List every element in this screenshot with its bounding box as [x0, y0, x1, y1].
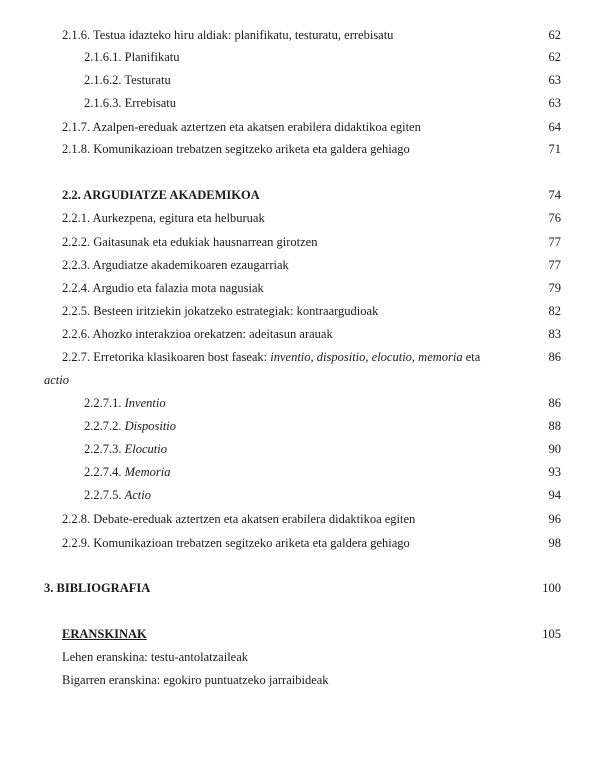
- toc-page-number: 86: [548, 350, 561, 364]
- toc-page-number: 71: [548, 142, 561, 156]
- toc-entry-eranskinak[interactable]: [0, 625, 600, 643]
- toc-label: [84, 486, 151, 504]
- toc-label: 2.1.6.3. Errebisatu: [84, 96, 176, 110]
- toc-label: 2.2.1. Aurkezpena, egitura eta helburuak: [62, 211, 265, 225]
- toc-subnumber: 2.2.7.2.: [84, 419, 122, 433]
- toc-page-number: 76: [548, 211, 561, 225]
- toc-page-number: 63: [548, 96, 561, 110]
- toc-label-prefix: 2.2.7. Erretorika klasikoaren bost faseak:: [62, 350, 271, 364]
- toc-page-number: 93: [548, 465, 561, 479]
- toc-label: 2.1.7. Azalpen-ereduak aztertzen eta akatsen erabilera didaktikoa egiten: [62, 120, 421, 134]
- toc-label: 2.2.5. Besteen iritziekin jokatzeko estrategiak: kontraargudioak: [62, 304, 379, 318]
- toc-subtitle: Memoria: [124, 465, 171, 479]
- toc-entry-2-2-3[interactable]: [0, 256, 600, 274]
- toc-page-number: 98: [548, 536, 561, 550]
- toc-subnumber: 2.2.7.5.: [84, 488, 122, 502]
- toc-label: 2.2.7. Erretorika klasikoaren bost faseak: inventio, dispositio, elocutio, memoria eta: [62, 350, 481, 364]
- toc-entry-2-2-1[interactable]: [0, 209, 600, 227]
- toc-label: 2.1.6. Testua idazteko hiru aldiak: planifikatu, testuratu, errebisatu: [62, 28, 394, 42]
- toc-subtitle: Inventio: [124, 396, 166, 410]
- toc-label: 2.1.8. Komunikazioan trebatzen segitzeko ariketa eta galdera gehiago: [62, 142, 410, 156]
- toc-subtitle: Actio: [124, 488, 152, 502]
- toc-label: 2.2.9. Komunikazioan trebatzen segitzeko ariketa eta galdera gehiago: [62, 536, 410, 550]
- toc-label: 2.2.8. Debate-ereduak aztertzen eta akatsen erabilera didaktikoa egiten: [62, 512, 416, 526]
- toc-page-number: 96: [548, 512, 561, 526]
- toc-entry-2-2-7[interactable]: [0, 348, 600, 366]
- toc-page-number: 86: [548, 396, 561, 410]
- toc-entry-2-1-6-3[interactable]: [0, 94, 600, 112]
- toc-label: [84, 417, 176, 435]
- toc-page-number: 77: [548, 258, 561, 272]
- toc-page-number: 94: [548, 488, 561, 502]
- toc-page-number: 105: [542, 627, 561, 641]
- toc-label: 2.2.6. Ahozko interakzioa orekatzen: adeitasun arauak: [62, 327, 333, 341]
- toc-page-number: 63: [548, 73, 561, 87]
- toc-page-number: 74: [548, 188, 561, 202]
- toc-page-number: 79: [548, 281, 561, 295]
- toc-subtitle: Dispositio: [124, 419, 177, 433]
- toc-entry-3-bibliografia[interactable]: [0, 579, 600, 597]
- toc-entry-2-2-7-continuation: [0, 371, 600, 389]
- term-actio: actio: [44, 373, 69, 387]
- toc-page-number: 82: [548, 304, 561, 318]
- toc-entry-2-2-7-3[interactable]: [0, 440, 600, 458]
- toc-page-number: 88: [548, 419, 561, 433]
- toc-entry-bigarren-eranskina[interactable]: [0, 671, 600, 689]
- toc-entry-2-2-2[interactable]: [0, 233, 600, 251]
- toc-section-heading: 2.2. ARGUDIATZE AKADEMIKOA: [62, 188, 260, 202]
- toc-entry-2-2-7-5[interactable]: [0, 486, 600, 504]
- toc-entry-2-2-7-1[interactable]: [0, 394, 600, 412]
- term-elocutio: elocutio: [371, 350, 412, 364]
- toc-subnumber: 2.2.7.1.: [84, 396, 122, 410]
- toc-entry-2-1-6-2[interactable]: [0, 71, 600, 89]
- toc-page-number: 62: [548, 28, 561, 42]
- toc-label: Bigarren eranskina: egokiro puntuatzeko jarraibideak: [62, 673, 329, 687]
- toc-entry-2-1-7[interactable]: [0, 118, 600, 136]
- toc-subtitle: Elocutio: [124, 442, 167, 456]
- toc-entry-2-1-6[interactable]: [0, 26, 600, 44]
- toc-section-heading: 3. BIBLIOGRAFIA: [44, 581, 151, 595]
- toc-page-number: 64: [548, 120, 561, 134]
- toc-entry-2-2-8[interactable]: [0, 510, 600, 528]
- toc-entry-2-2-4[interactable]: [0, 279, 600, 297]
- toc-label: 2.2.4. Argudio eta falazia mota nagusiak: [62, 281, 264, 295]
- toc-label-suffix: eta: [465, 350, 481, 364]
- toc-entry-2-2-9[interactable]: [0, 534, 600, 552]
- term-inventio: inventio: [270, 350, 311, 364]
- toc-label: Lehen eranskina: testu-antolatzaileak: [62, 650, 249, 664]
- toc-entry-2-2-7-4[interactable]: [0, 463, 600, 481]
- toc-label: [84, 394, 166, 412]
- toc-entry-2-2-7-2[interactable]: [0, 417, 600, 435]
- toc-label: 2.1.6.1. Planifikatu: [84, 50, 180, 64]
- toc-entry-2-1-6-1[interactable]: [0, 48, 600, 66]
- toc-label: 2.2.3. Argudiatze akademikoaren ezaugarriak: [62, 258, 289, 272]
- toc-section-heading: ERANSKINAK: [62, 627, 147, 641]
- toc-page-number: 90: [548, 442, 561, 456]
- toc-entry-2-2-5[interactable]: [0, 302, 600, 320]
- toc-page-number: 62: [548, 50, 561, 64]
- toc-entry-2-1-8[interactable]: [0, 140, 600, 158]
- toc-label: 2.2.2. Gaitasunak eta edukiak hausnarrean girotzen: [62, 235, 318, 249]
- toc-page-number: 100: [542, 581, 561, 595]
- toc-label: [84, 463, 170, 481]
- toc-entry-lehen-eranskina[interactable]: [0, 648, 600, 666]
- toc-page-number: 77: [548, 235, 561, 249]
- toc-entry-2-2-6[interactable]: [0, 325, 600, 343]
- toc-entry-2-2[interactable]: [0, 186, 600, 204]
- toc-label: 2.1.6.2. Testuratu: [84, 73, 171, 87]
- term-dispositio: dispositio: [316, 350, 366, 364]
- toc-subnumber: 2.2.7.4.: [84, 465, 122, 479]
- toc-label: [84, 440, 167, 458]
- toc-subnumber: 2.2.7.3.: [84, 442, 122, 456]
- term-memoria: memoria: [418, 350, 463, 364]
- toc-page-number: 83: [548, 327, 561, 341]
